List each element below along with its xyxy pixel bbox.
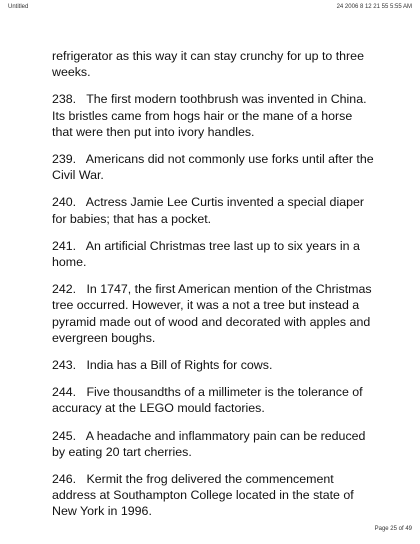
- paragraph-continued: refrigerator as this way it can stay crunchy for up to three weeks.: [52, 49, 368, 80]
- fact-241: 241. An artificial Christmas tree last up to six years in a home.: [52, 238, 364, 270]
- fact-245: 245. A headache and inflammatory pain can be reduced by eating 20 tart cherries.: [52, 428, 369, 459]
- fact-243: 243. India has a Bill of Rights for cows.: [52, 358, 273, 373]
- document-title: Untitled: [8, 4, 29, 10]
- print-date: 24 2006 8 12 21 55 5:55 AM: [336, 4, 412, 10]
- fact-240: 240. Actress Jamie Lee Curtis invented a special diaper for babies; that has a pocket.: [52, 195, 368, 226]
- fact-246: 246. Kermit the frog delivered the commencement address at Southampton College located in the state of New York in 1996.: [52, 472, 358, 519]
- fact-238: 238. The first modern toothbrush was invented in China. Its bristles came from hogs hair or the mane of a horse that were then put into ivory handles.: [52, 92, 370, 139]
- document-body: [52, 48, 376, 531]
- fact-242: 242. In 1747, the first American mention of the Christmas tree occurred. However, it was a not a tree but instead a pyramid made out of wood and decorated with apples and evergreen boughs.: [52, 282, 376, 345]
- page-number: Page 25 of 49: [374, 526, 412, 532]
- print-header: [8, 4, 412, 16]
- fact-244: 244. Five thousandths of a millimeter is the tolerance of accuracy at the LEGO mould factories.: [52, 385, 367, 416]
- fact-239: 239. Americans did not commonly use forks until after the Civil War.: [52, 152, 378, 183]
